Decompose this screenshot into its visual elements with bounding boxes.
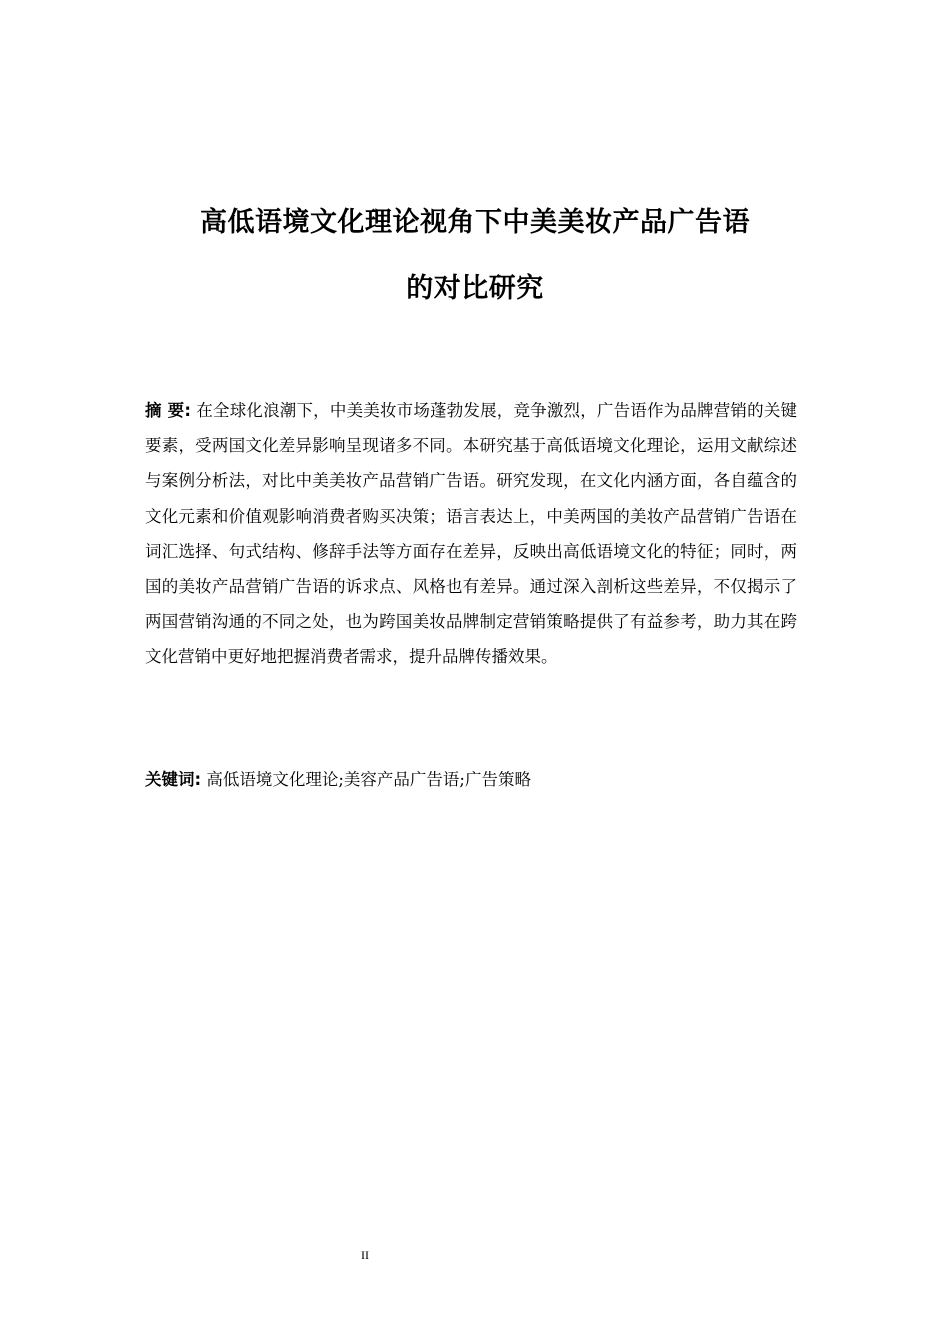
paper-title-line-1: 高低语境文化理论视角下中美美妆产品广告语 xyxy=(200,207,750,238)
keywords-text: 高低语境文化理论;美容产品广告语;广告策略 xyxy=(201,770,531,789)
keywords-label: 关键词: xyxy=(145,770,202,789)
abstract-paragraph xyxy=(145,393,797,675)
abstract-label: 摘 要: xyxy=(145,401,191,420)
abstract-text: 在全球化浪潮下，中美美妆市场蓬勃发展，竞争激烈，广告语作为品牌营销的关键要素，受两国文化差异影响呈现诸多不同。本研究基于高低语境文化理论，运用文献综述与案例分析法，对比中美美妆产品营销广告语。研究发现，在文化内涵方面，各自蕴含的文化元素和价值观影响消费者购买决策；语言表达上，中美两国的美妆产品营销广告语在词汇选择、句式结构、修辞手法等方面存在差异，反映出高低语境文化的特征；同时，两国的美妆产品营销广告语的诉求点、风格也有差异。通过深入剖析这些差异，不仅揭示了两国营销沟通的不同之处，也为跨国美妆品牌制定营销策略提供了有益参考，助力其在跨文化营销中更好地把握消费者需求，提升品牌传播效果。 xyxy=(145,401,798,667)
paper-title-line-2: 的对比研究 xyxy=(406,273,544,304)
keywords-paragraph xyxy=(145,764,797,796)
page-number: II xyxy=(361,1248,369,1262)
